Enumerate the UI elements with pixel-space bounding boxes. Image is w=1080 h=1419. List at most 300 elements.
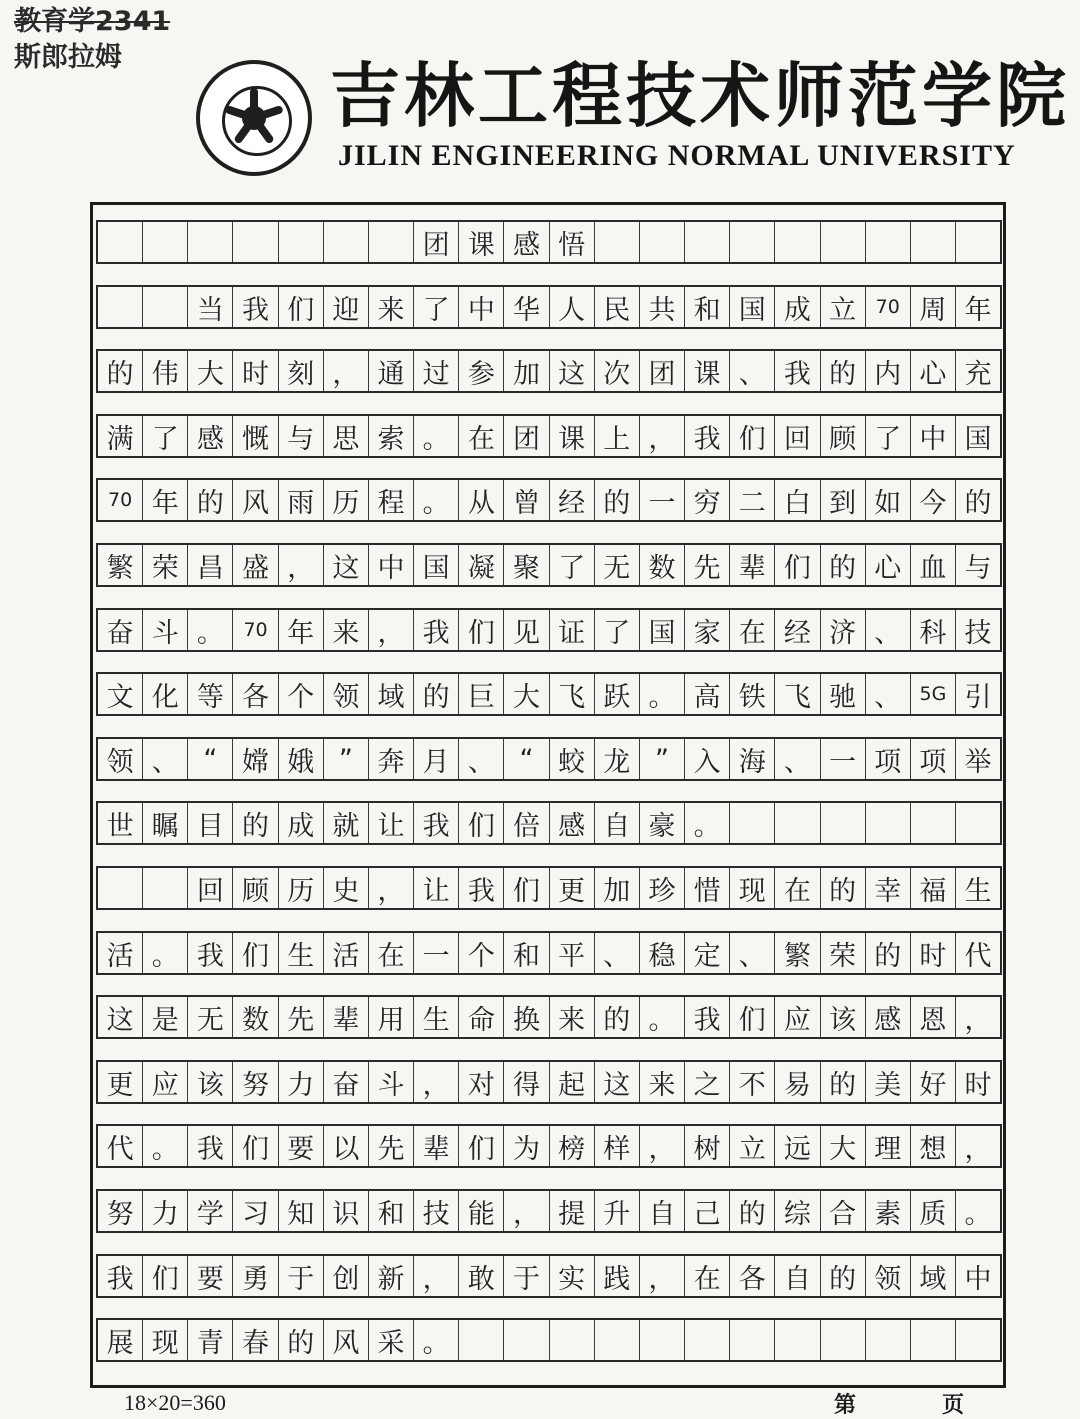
grid-cell: 代 [98,1126,143,1166]
grid-cell [911,1320,956,1360]
grid-cell: 习 [233,1191,278,1231]
grid-cell: 的 [821,351,866,391]
grid-cell: 从 [459,480,504,520]
grid-cell: 凝 [459,545,504,585]
grid-cell: 不 [730,1062,775,1102]
grid-cell: 龙 [595,739,640,779]
grid-cell: 、 [866,610,911,650]
grid-cell [279,222,324,262]
page-label-suffix: 页 [942,1392,965,1418]
grid-row [96,995,1002,1039]
grid-cell: 树 [685,1126,730,1166]
grid-cell: 稳 [640,933,685,973]
grid-cell: 以 [324,1126,369,1166]
grid-cell: 5G [911,674,956,714]
grid-cell: 先 [369,1126,414,1166]
grid-cell: 更 [98,1062,143,1102]
grid-cell: 来 [369,287,414,327]
grid-cell: 海 [730,739,775,779]
grid-cell [233,222,278,262]
grid-cell: 升 [595,1191,640,1231]
grid-cell: 回 [775,416,820,456]
grid-cell: 、 [730,351,775,391]
grid-cell: 与 [279,416,324,456]
grid-cell: 见 [504,610,549,650]
grid-row [96,737,1002,781]
grid-cell: 大 [821,1126,866,1166]
grid-cell: 课 [685,351,730,391]
grid-cell: 70 [233,610,278,650]
grid-cell: 于 [279,1256,324,1296]
grid-cell: 国 [414,545,459,585]
grid-cell: 能 [459,1191,504,1231]
grid-cell: 索 [369,416,414,456]
grid-cell: 域 [911,1256,956,1296]
grid-cell: 与 [964,552,992,584]
grid-cell: 活 [324,933,369,973]
grid-cell: 家 [685,610,730,650]
grid-cell [956,222,1000,262]
grid-cell: 、 [459,739,504,779]
grid-cell: 慨 [233,416,278,456]
grid-cell: 。 [685,803,730,843]
grid-cell: 时 [911,933,956,973]
grid-cell: 幸 [866,868,911,908]
grid-cell [956,803,1000,843]
grid-cell: 来 [640,1062,685,1102]
grid-cell: 。 [414,480,459,520]
grid-cell: 入 [685,739,730,779]
grid-cell: 我 [414,610,459,650]
grid-cell: 。 [143,933,188,973]
grid-cell: 目 [188,803,233,843]
grid-cell: 春 [233,1320,278,1360]
grid-cell: 起 [550,1062,595,1102]
grid-cell: 了 [414,287,459,327]
grid-cell: 瞩 [143,803,188,843]
grid-cell: 自 [775,1256,820,1296]
grid-cell [595,222,640,262]
grid-cell: 感 [550,803,595,843]
grid-cell: 的 [730,1191,775,1231]
grid-cell: 迎 [324,287,369,327]
grid-cell: 我 [188,933,233,973]
grid-cell: 应 [775,997,820,1037]
grid-row [96,543,1002,587]
grid-cell: 更 [550,868,595,908]
grid-cell: ， [640,416,685,456]
grid-cell: 这 [595,1062,640,1102]
grid-cell: 新 [369,1256,414,1296]
grid-cell: 巨 [459,674,504,714]
grid-cell: ， [414,1256,459,1296]
grid-cell: 过 [414,351,459,391]
grid-cell: 们 [775,545,820,585]
grid-cell: 顾 [821,416,866,456]
grid-cell: 恩 [911,997,956,1037]
grid-cell: 次 [595,351,640,391]
grid-cell: 飞 [550,674,595,714]
grid-cell: 立 [821,287,866,327]
grid-cell: 们 [459,1126,504,1166]
grid-cell: 采 [369,1320,414,1360]
grid-cell: 个 [279,674,324,714]
grid-cell: 们 [730,997,775,1037]
grid-cell: 和 [504,933,549,973]
grid-cell: 我 [685,997,730,1037]
grid-cell: 世 [98,803,143,843]
grid-cell: 繁 [775,933,820,973]
grid-cell: 、 [143,739,188,779]
grid-cell: 知 [279,1191,324,1231]
grid-cell: 辈 [730,545,775,585]
grid-cell: 们 [730,416,775,456]
grid-cell: 自 [595,803,640,843]
grid-cell: 于 [504,1256,549,1296]
grid-cell [775,1320,820,1360]
corner-handwritten-note [14,4,170,76]
grid-cell: 该 [821,997,866,1037]
grid-cell: 内 [866,351,911,391]
grid-cell: 中 [369,545,414,585]
grid-cell: 驰 [821,674,866,714]
grid-row [96,1060,1002,1104]
grid-cell [685,1320,730,1360]
class-label: 教育学2341 [14,6,171,37]
grid-cell: 生 [964,875,992,907]
grid-cell: 蛟 [550,739,595,779]
grid-cell: 的 [821,545,866,585]
grid-cell: 。 [188,610,233,650]
grid-cell: 这 [550,351,595,391]
grid-cell: 一 [821,739,866,779]
grid-cell: 穷 [685,480,730,520]
grid-row [96,478,1002,522]
grid-row [96,866,1002,910]
grid-cell: 、 [730,933,775,973]
grid-cell: 、 [775,739,820,779]
grid-cell [324,222,369,262]
grid-cell [143,868,188,908]
university-seal-icon [196,60,312,176]
grid-cell: 经 [550,480,595,520]
grid-cell [730,1320,775,1360]
grid-cell: 化 [143,674,188,714]
grid-cell: 史 [324,868,369,908]
grid-cell: 奋 [98,610,143,650]
grid-cell: 生 [414,997,459,1037]
grid-cell [911,803,956,843]
grid-cell: 。 [414,1320,459,1360]
grid-cell: 远 [775,1126,820,1166]
grid-cell: 。 [964,1198,992,1230]
grid-cell: 是 [143,997,188,1037]
grid-cell: 珍 [640,868,685,908]
grid-cell: 技 [964,617,992,649]
grid-cell: 的 [821,868,866,908]
grid-cell: “ [188,739,233,779]
grid-cell: 先 [279,997,324,1037]
grid-cell [866,803,911,843]
grid-cell: 时 [233,351,278,391]
page-label-prefix: 第 [834,1392,857,1418]
grid-cell: 力 [143,1191,188,1231]
grid-cell: 领 [324,674,369,714]
grid-cell: 成 [775,287,820,327]
grid-cell: 应 [143,1062,188,1102]
grid-cell: 项 [866,739,911,779]
grid-cell: 成 [279,803,324,843]
grid-cell: 白 [775,480,820,520]
grid-cell: 斗 [143,610,188,650]
grid-cell: 月 [414,739,459,779]
grid-cell: 历 [324,480,369,520]
grid-cell: 感 [504,222,549,262]
grid-cell: ， [640,1126,685,1166]
grid-cell: 充 [964,358,992,390]
grid-cell: 在 [685,1256,730,1296]
grid-cell: 定 [685,933,730,973]
grid-row [96,801,1002,845]
grid-cell: 历 [279,868,324,908]
grid-cell [98,287,143,327]
grid-cell: 要 [279,1126,324,1166]
grid-cell [459,1320,504,1360]
grid-cell: 中 [964,1263,992,1295]
grid-cell: 济 [821,610,866,650]
grid-cell: 我 [233,287,278,327]
grid-cell: 国 [640,610,685,650]
grid-cell: 中 [459,287,504,327]
grid-cell: ， [324,351,369,391]
grid-row [96,1189,1002,1233]
grid-row [96,285,1002,329]
grid-cell: 科 [911,610,956,650]
grid-cell: 们 [279,287,324,327]
grid-cell: 们 [233,933,278,973]
grid-cell: 活 [98,933,143,973]
grid-cell: 70 [866,287,911,327]
grid-cell [98,868,143,908]
grid-cell: 生 [279,933,324,973]
grid-cell: 课 [459,222,504,262]
grid-row [96,931,1002,975]
grid-cell: 感 [866,997,911,1037]
grid-cell: 为 [504,1126,549,1166]
grid-cell: 、 [866,674,911,714]
grid-cell [730,803,775,843]
grid-cell: 让 [414,868,459,908]
grid-cell [775,803,820,843]
grid-cell: 在 [775,868,820,908]
grid-cell: 综 [775,1191,820,1231]
grid-cell: 一 [640,480,685,520]
grid-cell: 质 [911,1191,956,1231]
grid-cell: 和 [685,287,730,327]
grid-cell: 各 [730,1256,775,1296]
grid-cell: 福 [911,868,956,908]
grid-cell: 的 [821,1256,866,1296]
grid-cell: 在 [730,610,775,650]
grid-row [96,220,1002,264]
grid-cell: 经 [775,610,820,650]
grid-cell: 样 [595,1126,640,1166]
grid-cell: 在 [369,933,414,973]
grid-row [96,1254,1002,1298]
grid-cell: 感 [188,416,233,456]
grid-cell: 了 [550,545,595,585]
grid-cell: 奋 [324,1062,369,1102]
grid-cell: 领 [866,1256,911,1296]
grid-cell [188,222,233,262]
grid-cell: 。 [640,997,685,1037]
grid-cell: 繁 [98,545,143,585]
grid-cell: 识 [324,1191,369,1231]
grid-cell: 项 [911,739,956,779]
grid-cell: ” [324,739,369,779]
grid-cell [143,222,188,262]
grid-cell: 得 [504,1062,549,1102]
grid-cell: 飞 [775,674,820,714]
grid-cell: 的 [595,997,640,1037]
grid-cell: 年 [964,294,992,326]
grid-cell: 我 [775,351,820,391]
grid-cell: 代 [964,940,992,972]
grid-cell: 各 [233,674,278,714]
grid-cell: 倍 [504,803,549,843]
grid-cell: 命 [459,997,504,1037]
grid-cell: ， [369,868,414,908]
grid-cell: 顾 [233,868,278,908]
grid-cell: 年 [279,610,324,650]
grid-cell: 好 [911,1062,956,1102]
grid-cell: 勇 [233,1256,278,1296]
grid-cell: 无 [188,997,233,1037]
grid-cell: 大 [188,351,233,391]
grid-cell: 聚 [504,545,549,585]
grid-cell: 悟 [550,222,595,262]
grid-cell: ， [640,1256,685,1296]
grid-cell: 了 [595,610,640,650]
grid-cell: 民 [595,287,640,327]
grid-cell [911,222,956,262]
grid-cell: 在 [459,416,504,456]
grid-cell: 跃 [595,674,640,714]
grid-cell [956,1320,1000,1360]
grid-cell: 盛 [233,545,278,585]
grid-cell: ， [964,1133,992,1165]
grid-row [96,1318,1002,1362]
grid-cell: 。 [414,416,459,456]
grid-cell: 到 [821,480,866,520]
grid-cell: 共 [640,287,685,327]
grid-cell: 文 [98,674,143,714]
grid-cell: 无 [595,545,640,585]
grid-cell [143,287,188,327]
grid-cell: 加 [504,351,549,391]
grid-cell: ， [279,545,324,585]
university-name-cn: 吉林工程技术师范学院 [330,54,1070,137]
grid-cell: 理 [866,1126,911,1166]
grid-cell [640,222,685,262]
grid-cell: “ [504,739,549,779]
grid-cell: 这 [324,545,369,585]
grid-cell: 来 [324,610,369,650]
grid-cell: 团 [504,416,549,456]
grid-cell [730,222,775,262]
grid-cell: 团 [414,222,459,262]
grid-cell: 想 [911,1126,956,1166]
grid-cell: 参 [459,351,504,391]
grid-cell: 换 [504,997,549,1037]
grid-cell [595,1320,640,1360]
grid-cell: 创 [324,1256,369,1296]
grid-cell: 的 [595,480,640,520]
grid-cell: 回 [188,868,233,908]
grid-cell: 等 [188,674,233,714]
grid-cell: 实 [550,1256,595,1296]
grid-cell: 来 [550,997,595,1037]
grid-cell: 奔 [369,739,414,779]
grid-cell: 我 [414,803,459,843]
grid-cell: 就 [324,803,369,843]
grid-spec-label: 18×20=360 [124,1390,226,1415]
grid-cell: 思 [324,416,369,456]
grid-cell: 70 [98,480,143,520]
grid-cell: 要 [188,1256,233,1296]
grid-cell: 国 [730,287,775,327]
grid-cell: 华 [504,287,549,327]
grid-cell [775,222,820,262]
grid-cell: 一 [414,933,459,973]
grid-cell: 对 [459,1062,504,1102]
grid-cell: 荣 [821,933,866,973]
grid-cell: 自 [640,1191,685,1231]
grid-cell [866,1320,911,1360]
grid-cell: 加 [595,868,640,908]
grid-cell: 证 [550,610,595,650]
grid-row [96,672,1002,716]
grid-cell [821,1320,866,1360]
grid-cell: 和 [369,1191,414,1231]
grid-cell: 当 [188,287,233,327]
grid-cell: 高 [685,674,730,714]
grid-cell: 该 [188,1062,233,1102]
grid-cell: 数 [640,545,685,585]
grid-cell: 这 [98,997,143,1037]
grid-cell: 敢 [459,1256,504,1296]
grid-cell: 伟 [143,351,188,391]
grid-cell: 现 [143,1320,188,1360]
grid-cell: ， [964,1004,992,1036]
grid-cell: 个 [459,933,504,973]
grid-cell: 己 [685,1191,730,1231]
grid-cell: 我 [685,416,730,456]
grid-cell: 风 [324,1320,369,1360]
grid-cell: 域 [369,674,414,714]
grid-cell: 嫦 [233,739,278,779]
grid-cell: ， [369,610,414,650]
grid-row [96,1124,1002,1168]
grid-cell [640,1320,685,1360]
grid-cell: 合 [821,1191,866,1231]
grid-cell: 的 [233,803,278,843]
student-name: 斯郎拉姆 [14,42,122,73]
grid-cell: 之 [685,1062,730,1102]
grid-row [96,349,1002,393]
grid-cell: 们 [459,803,504,843]
grid-cell: 娥 [279,739,324,779]
